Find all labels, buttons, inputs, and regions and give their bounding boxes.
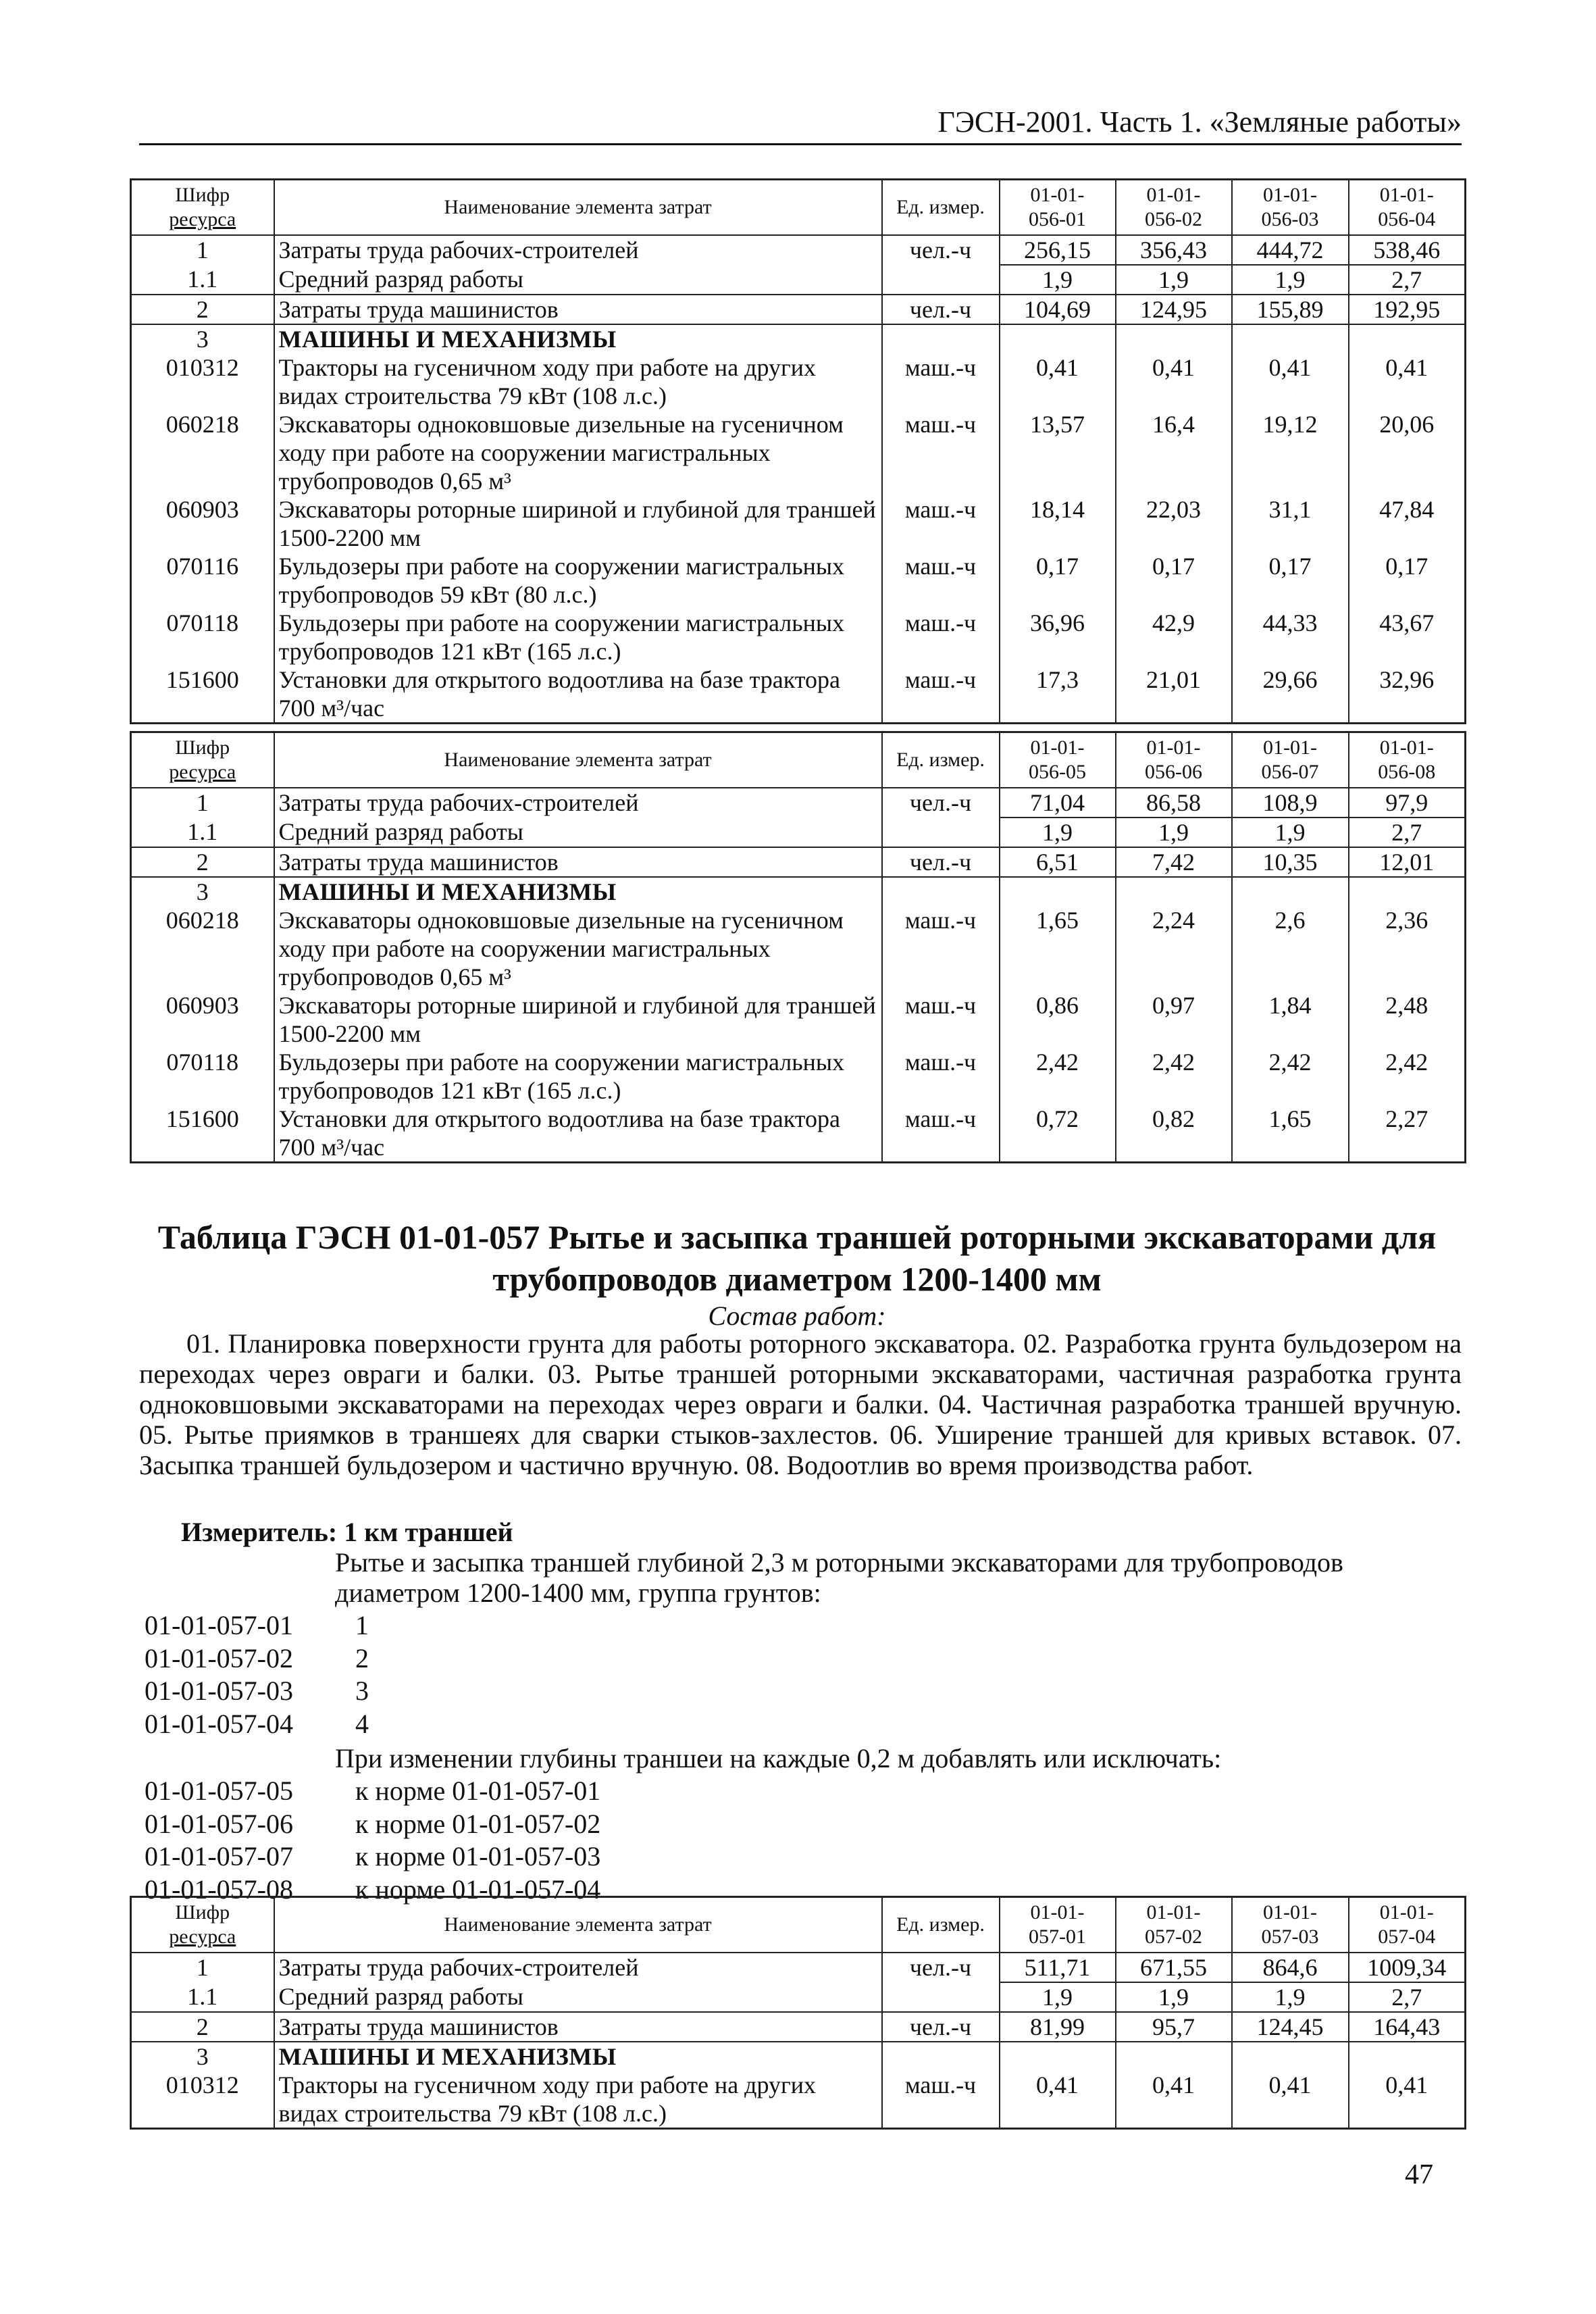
norm-code: 01-01-057-06	[145, 1808, 293, 1839]
norm-code: 01-01-057-04	[145, 1708, 293, 1739]
header-norm-code	[1232, 1897, 1349, 1953]
norm-value: 47,84	[1349, 495, 1466, 552]
resource-code: 010312	[131, 2071, 274, 2129]
header-norm-code-line2: 057-01	[1029, 1926, 1086, 1948]
norm-value: 10,35	[1232, 847, 1349, 877]
norm-value	[1349, 324, 1466, 353]
norm-value: 2,7	[1349, 818, 1466, 847]
cost-element-name: Затраты труда рабочих-строителей	[274, 788, 882, 818]
header-norm-code-line2: 056-02	[1145, 208, 1202, 230]
cost-table-056-05-08	[130, 731, 1466, 1163]
page-number: 47	[1405, 2159, 1433, 2190]
norm-value: 21,01	[1116, 665, 1232, 724]
norm-value: 12,01	[1349, 847, 1466, 877]
norm-value: 444,72	[1232, 235, 1349, 265]
resource-code: 1	[131, 235, 274, 265]
table-row	[131, 1953, 1466, 1982]
table-title-line1: Таблица ГЭСН 01-01-057 Рытье и засыпка траншей роторными экскаваторами для	[157, 1218, 1437, 1256]
norm-value: 192,95	[1349, 295, 1466, 324]
resource-code: 070118	[131, 1048, 274, 1105]
unit: маш.-ч	[882, 665, 1000, 724]
table-row	[131, 324, 1466, 353]
norm-description: к норме 01-01-057-04	[355, 1873, 601, 1905]
unit: маш.-ч	[882, 410, 1000, 495]
norm-value	[1232, 324, 1349, 353]
unit: чел.-ч	[882, 295, 1000, 324]
norm-value: 1,9	[1232, 1982, 1349, 2012]
unit: маш.-ч	[882, 495, 1000, 552]
cost-element-name: Экскаваторы одноковшовые дизельные на гусеничном ходу при работе на сооружении магистральных трубопроводов 0,65 м³	[274, 410, 882, 495]
header-norm-code	[1116, 1897, 1232, 1953]
cost-element-name: Средний разряд работы	[274, 1982, 882, 2012]
norm-code: 01-01-057-05	[145, 1776, 293, 1806]
resource-code: 151600	[131, 1105, 274, 1163]
norm-value: 2,42	[1116, 1048, 1232, 1105]
table-row	[131, 906, 1466, 991]
header-norm-code	[1116, 732, 1232, 788]
cost-element-name: МАШИНЫ И МЕХАНИЗМЫ	[274, 324, 882, 353]
norm-value: 17,3	[1000, 665, 1116, 724]
unit: маш.-ч	[882, 552, 1000, 609]
cost-element-name: МАШИНЫ И МЕХАНИЗМЫ	[274, 2042, 882, 2071]
norm-description: к норме 01-01-057-01	[355, 1776, 601, 1806]
norm-value: 108,9	[1232, 788, 1349, 818]
norm-value: 2,7	[1349, 265, 1466, 295]
composition-text: 01. Планировка поверхности грунта для работы роторного экскаватора. 02. Разработка грунта бульдозером на переходах через овраги и балки. 03. Рытье траншей роторными экскаваторами, частичная разработка грунта одноковшовыми экскаваторами на переходах через овраги и балки. 04. Частичная разработка траншей вручную. 05. Рытье приямков в траншеях для сварки стыков-захлестов. 06. Уширение траншей для кривых вставок. 07. Засыпка траншей бульдозером и частично вручную. 08. Водоотлив во время производства работ.	[139, 1328, 1462, 1480]
cost-element-name: Бульдозеры при работе на сооружении магистральных трубопроводов 59 кВт (80 л.с.)	[274, 552, 882, 609]
cost-element-name: Затраты труда машинистов	[274, 295, 882, 324]
norm-value: 0,86	[1000, 991, 1116, 1048]
unit: чел.-ч	[882, 1953, 1000, 1982]
norm-value: 0,97	[1116, 991, 1232, 1048]
header-norm-code-line2: 057-02	[1145, 1926, 1202, 1948]
table-row	[131, 991, 1466, 1048]
norm-value: 36,96	[1000, 609, 1116, 665]
norm-value	[1232, 877, 1349, 906]
header-norm-code-line2: 056-05	[1029, 761, 1086, 783]
norm-value: 1,9	[1000, 818, 1116, 847]
cost-element-name: Установки для открытого водоотлива на базе трактора 700 м³/час	[274, 1105, 882, 1163]
norm-value: 2,36	[1349, 906, 1466, 991]
norm-value	[1349, 2042, 1466, 2071]
norm-value: 1,9	[1232, 818, 1349, 847]
norm-value: 1,84	[1232, 991, 1349, 1048]
header-norm-code	[1000, 1897, 1116, 1953]
norm-value: 18,14	[1000, 495, 1116, 552]
norm-value: 0,41	[1349, 2071, 1466, 2129]
norm-value	[1116, 2042, 1232, 2071]
table-row	[131, 847, 1466, 877]
header-code-line2: ресурса	[169, 761, 236, 783]
depth-note: При изменении глубины траншеи на каждые 0,2 м добавлять или исключать:	[335, 1743, 1222, 1774]
unit	[882, 818, 1000, 847]
norm-value: 95,7	[1116, 2012, 1232, 2042]
resource-code: 1.1	[131, 1982, 274, 2012]
cost-element-name: Затраты труда рабочих-строителей	[274, 235, 882, 265]
norm-value: 44,33	[1232, 609, 1349, 665]
header-code-line1: Шифр	[175, 1901, 230, 1923]
header-norm-code-line1: 01-01-	[1030, 1901, 1085, 1923]
header-norm-code-line2: 057-03	[1261, 1926, 1319, 1948]
cost-element-name: МАШИНЫ И МЕХАНИЗМЫ	[274, 877, 882, 906]
list-item	[145, 1642, 369, 1676]
resource-code: 2	[131, 295, 274, 324]
header-norm-code	[1000, 180, 1116, 236]
norm-value: 2,48	[1349, 991, 1466, 1048]
unit: маш.-ч	[882, 1105, 1000, 1163]
table-row	[131, 2071, 1466, 2129]
unit	[882, 1982, 1000, 2012]
unit: маш.-ч	[882, 991, 1000, 1048]
header-norm-code-line1: 01-01-	[1379, 184, 1434, 206]
cost-element-name: Бульдозеры при работе на сооружении магистральных трубопроводов 121 кВт (165 л.с.)	[274, 1048, 882, 1105]
norm-value: 1,9	[1116, 1982, 1232, 2012]
header-norm-code	[1232, 180, 1349, 236]
norm-value: 1,9	[1116, 818, 1232, 847]
norm-value: 20,06	[1349, 410, 1466, 495]
table-row	[131, 495, 1466, 552]
unit: маш.-ч	[882, 353, 1000, 410]
header-norm-code	[1116, 180, 1232, 236]
norm-value	[1232, 2042, 1349, 2071]
header-norm-code-line2: 056-04	[1378, 208, 1436, 230]
list-item	[145, 1840, 600, 1873]
norm-value: 0,41	[1232, 2071, 1349, 2129]
resource-code: 060903	[131, 495, 274, 552]
table-row	[131, 788, 1466, 818]
norm-value: 97,9	[1349, 788, 1466, 818]
norm-value: 1,9	[1232, 265, 1349, 295]
cost-table-056-01-04	[130, 178, 1466, 724]
table-row	[131, 353, 1466, 410]
norm-value: 0,82	[1116, 1105, 1232, 1163]
table-row	[131, 265, 1466, 295]
list-item	[145, 1708, 369, 1741]
unit	[882, 265, 1000, 295]
resource-code: 060218	[131, 906, 274, 991]
norm-value: 0,17	[1116, 552, 1232, 609]
unit	[882, 324, 1000, 353]
norm-value: 22,03	[1116, 495, 1232, 552]
norm-value: 2,6	[1232, 906, 1349, 991]
norm-description: к норме 01-01-057-03	[355, 1841, 601, 1871]
table-row	[131, 235, 1466, 265]
header-name: Наименование элемента затрат	[274, 732, 882, 788]
norm-code: 01-01-057-07	[145, 1841, 293, 1871]
header-code-line2: ресурса	[169, 1926, 236, 1948]
resource-code: 060218	[131, 410, 274, 495]
cost-element-name: Экскаваторы одноковшовые дизельные на гусеничном ходу при работе на сооружении магистральных трубопроводов 0,65 м³	[274, 906, 882, 991]
header-norm-code-line1: 01-01-	[1146, 736, 1201, 759]
norm-value: 71,04	[1000, 788, 1116, 818]
table-row	[131, 1105, 1466, 1163]
norm-code: 01-01-057-02	[145, 1642, 293, 1674]
norm-value: 2,42	[1349, 1048, 1466, 1105]
unit: маш.-ч	[882, 1048, 1000, 1105]
table-title	[130, 1216, 1464, 1300]
cost-element-name: Затраты труда машинистов	[274, 2012, 882, 2042]
cost-element-name: Затраты труда машинистов	[274, 847, 882, 877]
unit	[882, 877, 1000, 906]
norm-value: 0,41	[1232, 353, 1349, 410]
table-row	[131, 665, 1466, 724]
header-unit: Ед. измер.	[882, 732, 1000, 788]
cost-table-057-01-04	[130, 1896, 1466, 2130]
norm-description: 1	[355, 1610, 369, 1640]
header-norm-code-line2: 057-04	[1378, 1926, 1436, 1948]
norm-value: 16,4	[1116, 410, 1232, 495]
header-unit: Ед. измер.	[882, 1897, 1000, 1953]
header-norm-code-line1: 01-01-	[1146, 1901, 1201, 1923]
norm-description: 3	[355, 1676, 369, 1706]
norm-value	[1349, 877, 1466, 906]
resource-code: 010312	[131, 353, 274, 410]
resource-code: 2	[131, 2012, 274, 2042]
norm-value: 0,41	[1116, 353, 1232, 410]
header-norm-code-line1: 01-01-	[1379, 736, 1434, 759]
header-code-line2: ресурса	[169, 208, 236, 230]
header-code-line1: Шифр	[175, 736, 230, 759]
norm-value: 42,9	[1116, 609, 1232, 665]
header-norm-code-line1: 01-01-	[1263, 1901, 1317, 1923]
unit: маш.-ч	[882, 2071, 1000, 2129]
norm-value: 1009,34	[1349, 1953, 1466, 1982]
resource-code: 070116	[131, 552, 274, 609]
norm-value: 6,51	[1000, 847, 1116, 877]
intro-line1: Рытье и засыпка траншей глубиной 2,3 м роторными экскаваторами для трубопроводов	[335, 1547, 1343, 1578]
norm-value: 0,17	[1232, 552, 1349, 609]
resource-code: 151600	[131, 665, 274, 724]
cost-element-name: Средний разряд работы	[274, 265, 882, 295]
norm-code: 01-01-057-03	[145, 1676, 293, 1706]
header-code	[131, 732, 274, 788]
norm-value: 81,99	[1000, 2012, 1116, 2042]
norm-value: 43,67	[1349, 609, 1466, 665]
table-row	[131, 410, 1466, 495]
cost-element-name: Экскаваторы роторные шириной и глубиной для траншей 1500-2200 мм	[274, 495, 882, 552]
intro-note	[335, 1547, 1343, 1608]
resource-code: 060903	[131, 991, 274, 1048]
table-row	[131, 295, 1466, 324]
norm-value: 1,9	[1116, 265, 1232, 295]
norm-value: 164,43	[1349, 2012, 1466, 2042]
header-norm-code-line2: 056-06	[1145, 761, 1202, 783]
header-unit: Ед. измер.	[882, 180, 1000, 236]
norm-value: 13,57	[1000, 410, 1116, 495]
table-row	[131, 1048, 1466, 1105]
norm-code: 01-01-057-01	[145, 1610, 293, 1640]
header-code	[131, 1897, 274, 1953]
norm-value: 86,58	[1116, 788, 1232, 818]
header-name: Наименование элемента затрат	[274, 180, 882, 236]
header-norm-code-line1: 01-01-	[1379, 1901, 1434, 1923]
header-norm-code	[1232, 732, 1349, 788]
norm-value: 0,41	[1349, 353, 1466, 410]
cost-element-name: Тракторы на гусеничном ходу при работе на других видах строительства 79 кВт (108 л.с.)	[274, 353, 882, 410]
list-item	[145, 1609, 369, 1642]
resource-code: 1	[131, 788, 274, 818]
norm-value: 155,89	[1232, 295, 1349, 324]
table-row	[131, 609, 1466, 665]
norm-value: 0,41	[1000, 2071, 1116, 2129]
resource-code: 1.1	[131, 818, 274, 847]
norm-value: 356,43	[1116, 235, 1232, 265]
norm-value: 0,41	[1000, 353, 1116, 410]
cost-element-name: Бульдозеры при работе на сооружении магистральных трубопроводов 121 кВт (165 л.с.)	[274, 609, 882, 665]
header-norm-code-line1: 01-01-	[1263, 184, 1317, 206]
norm-value: 1,9	[1000, 265, 1116, 295]
norm-value: 31,1	[1232, 495, 1349, 552]
header-norm-code	[1349, 732, 1466, 788]
resource-code: 070118	[131, 609, 274, 665]
unit: маш.-ч	[882, 609, 1000, 665]
table-title-line2: трубопроводов диаметром 1200-1400 мм	[492, 1260, 1102, 1298]
header-code	[131, 180, 274, 236]
norm-value: 671,55	[1116, 1953, 1232, 1982]
norm-description: к норме 01-01-057-02	[355, 1808, 601, 1839]
cost-element-name: Установки для открытого водоотлива на базе трактора 700 м³/час	[274, 665, 882, 724]
unit: чел.-ч	[882, 788, 1000, 818]
norm-value: 104,69	[1000, 295, 1116, 324]
norm-value: 2,7	[1349, 1982, 1466, 2012]
header-code-line1: Шифр	[175, 184, 230, 206]
resource-code: 1	[131, 1953, 274, 1982]
norm-value: 19,12	[1232, 410, 1349, 495]
table-row	[131, 818, 1466, 847]
norm-value: 511,71	[1000, 1953, 1116, 1982]
norm-value: 124,45	[1232, 2012, 1349, 2042]
resource-code: 3	[131, 2042, 274, 2071]
norm-value: 29,66	[1232, 665, 1349, 724]
norm-value: 0,17	[1349, 552, 1466, 609]
list-item	[145, 1775, 600, 1808]
table-row	[131, 2042, 1466, 2071]
norm-code: 01-01-057-08	[145, 1873, 293, 1905]
norm-value: 2,27	[1349, 1105, 1466, 1163]
header-norm-code-line2: 056-08	[1378, 761, 1436, 783]
running-head: ГЭСН-2001. Часть 1. «Земляные работы»	[139, 101, 1462, 145]
cost-element-name: Экскаваторы роторные шириной и глубиной для траншей 1500-2200 мм	[274, 991, 882, 1048]
unit: маш.-ч	[882, 906, 1000, 991]
composition-heading: Состав работ:	[708, 1301, 886, 1331]
norm-value: 1,65	[1232, 1105, 1349, 1163]
norm-value	[1000, 2042, 1116, 2071]
header-norm-code-line2: 056-03	[1261, 208, 1319, 230]
norm-description: 2	[355, 1642, 369, 1674]
cost-element-name: Средний разряд работы	[274, 818, 882, 847]
intro-line2: диаметром 1200-1400 мм, группа грунтов:	[335, 1578, 821, 1608]
unit	[882, 2042, 1000, 2071]
norm-value: 2,42	[1232, 1048, 1349, 1105]
norm-value	[1116, 877, 1232, 906]
header-name: Наименование элемента затрат	[274, 1897, 882, 1953]
norm-value: 0,41	[1116, 2071, 1232, 2129]
norm-list-soil-groups	[145, 1609, 369, 1740]
header-norm-code-line2: 056-07	[1261, 761, 1319, 783]
resource-code: 2	[131, 847, 274, 877]
norm-description: 4	[355, 1708, 369, 1739]
table-row	[131, 2012, 1466, 2042]
header-norm-code	[1349, 180, 1466, 236]
norm-value: 124,95	[1116, 295, 1232, 324]
list-item	[145, 1808, 600, 1841]
header-norm-code	[1000, 732, 1116, 788]
resource-code: 3	[131, 877, 274, 906]
meter-unit: Измеритель: 1 км траншей	[181, 1517, 513, 1547]
header-norm-code-line1: 01-01-	[1030, 184, 1085, 206]
norm-value: 1,9	[1000, 1982, 1116, 2012]
norm-value	[1000, 877, 1116, 906]
norm-value: 7,42	[1116, 847, 1232, 877]
table-row	[131, 1982, 1466, 2012]
unit: чел.-ч	[882, 847, 1000, 877]
norm-value: 256,15	[1000, 235, 1116, 265]
norm-list-depth-adjust	[145, 1775, 600, 1906]
resource-code: 3	[131, 324, 274, 353]
header-norm-code-line2: 056-01	[1029, 208, 1086, 230]
norm-value: 32,96	[1349, 665, 1466, 724]
norm-value: 864,6	[1232, 1953, 1349, 1982]
unit: чел.-ч	[882, 235, 1000, 265]
norm-value	[1000, 324, 1116, 353]
cost-element-name: Тракторы на гусеничном ходу при работе на других видах строительства 79 кВт (108 л.с.)	[274, 2071, 882, 2129]
unit: чел.-ч	[882, 2012, 1000, 2042]
cost-element-name: Затраты труда рабочих-строителей	[274, 1953, 882, 1982]
table-row	[131, 877, 1466, 906]
norm-value: 0,17	[1000, 552, 1116, 609]
header-norm-code-line1: 01-01-	[1146, 184, 1201, 206]
header-norm-code-line1: 01-01-	[1263, 736, 1317, 759]
norm-value: 2,42	[1000, 1048, 1116, 1105]
resource-code: 1.1	[131, 265, 274, 295]
norm-value: 1,65	[1000, 906, 1116, 991]
norm-value: 538,46	[1349, 235, 1466, 265]
header-norm-code	[1349, 1897, 1466, 1953]
norm-value	[1116, 324, 1232, 353]
norm-value: 0,72	[1000, 1105, 1116, 1163]
header-norm-code-line1: 01-01-	[1030, 736, 1085, 759]
table-row	[131, 552, 1466, 609]
norm-value: 2,24	[1116, 906, 1232, 991]
list-item	[145, 1675, 369, 1708]
